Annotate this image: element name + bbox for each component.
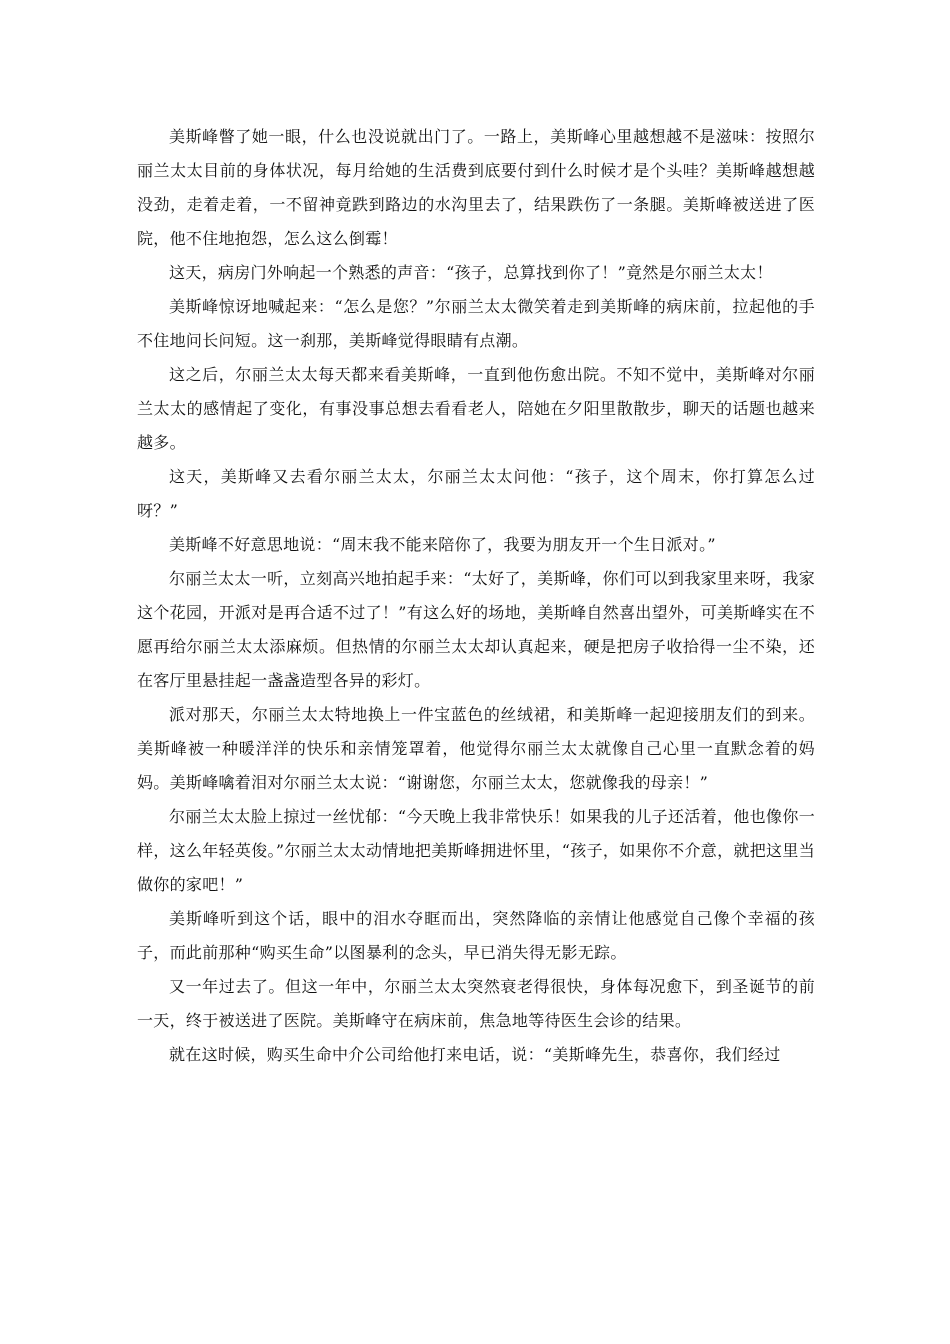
story-body (137, 120, 815, 1072)
paragraph-2: 这天，病房门外响起一个熟悉的声音：“孩子，总算找到你了！”竟然是尔丽兰太太！ (169, 263, 773, 282)
paragraph-11: 又一年过去了。但这一年中，尔丽兰太太突然衰老得很快，身体每况愈下，到圣诞节的前一天，终于被送进了医院。美斯峰守在病床前，焦急地等待医生会诊的结果。 (137, 977, 815, 1030)
paragraph-7: 尔丽兰太太一听，立刻高兴地拍起手来：“太好了，美斯峰，你们可以到我家里来呀，我家这个花园，开派对是再合适不过了！”有这么好的场地，美斯峰自然喜出望外，可美斯峰实在不愿再给尔丽兰太太添麻烦。但热情的尔丽兰太太却认真起来，硬是把房子收拾得一尘不染，还在客厅里悬挂起一盏盏造型各异的彩灯。 (137, 569, 815, 690)
paragraph-1: 美斯峰瞥了她一眼，什么也没说就出门了。一路上，美斯峰心里越想越不是滋味：按照尔丽兰太太目前的身体状况，每月给她的生活费到底要付到什么时候才是个头哇？美斯峰越想越没劲，走着走着，一不留神竟跌到路边的水沟里去了，结果跌伤了一条腿。美斯峰被送进了医院，他不住地抱怨，怎么这么倒霉！ (137, 127, 815, 248)
paragraph-9: 尔丽兰太太脸上掠过一丝忧郁：“今天晚上我非常快乐！如果我的儿子还活着，他也像你一样，这么年轻英俊。”尔丽兰太太动情地把美斯峰拥进怀里，“孩子，如果你不介意，就把这里当做你的家吧！” (137, 807, 815, 894)
paragraph-4: 这之后，尔丽兰太太每天都来看美斯峰，一直到他伤愈出院。不知不觉中，美斯峰对尔丽兰太太的感情起了变化，有事没事总想去看看老人，陪她在夕阳里散散步，聊天的话题也越来越多。 (137, 365, 815, 452)
paragraph-6: 美斯峰不好意思地说：“周末我不能来陪你了，我要为朋友开一个生日派对。” (169, 535, 716, 554)
paragraph-8: 派对那天，尔丽兰太太特地换上一件宝蓝色的丝绒裙，和美斯峰一起迎接朋友们的到来。美斯峰被一种暖洋洋的快乐和亲情笼罩着，他觉得尔丽兰太太就像自己心里一直默念着的妈妈。美斯峰噙着泪对尔丽兰太太说：“谢谢您，尔丽兰太太，您就像我的母亲！” (137, 705, 815, 792)
paragraph-5: 这天，美斯峰又去看尔丽兰太太，尔丽兰太太问他：“孩子，这个周末，你打算怎么过呀？” (137, 467, 815, 520)
paragraph-3: 美斯峰惊讶地喊起来：“怎么是您？”尔丽兰太太微笑着走到美斯峰的病床前，拉起他的手不住地问长问短。这一刹那，美斯峰觉得眼睛有点潮。 (137, 297, 815, 350)
paragraph-12: 就在这时候，购买生命中介公司给他打来电话，说：“美斯峰先生，恭喜你，我们经过 (169, 1045, 781, 1064)
paragraph-10: 美斯峰听到这个话，眼中的泪水夺眶而出，突然降临的亲情让他感觉自己像个幸福的孩子，而此前那种“购买生命”以图暴利的念头，早已消失得无影无踪。 (137, 909, 815, 962)
